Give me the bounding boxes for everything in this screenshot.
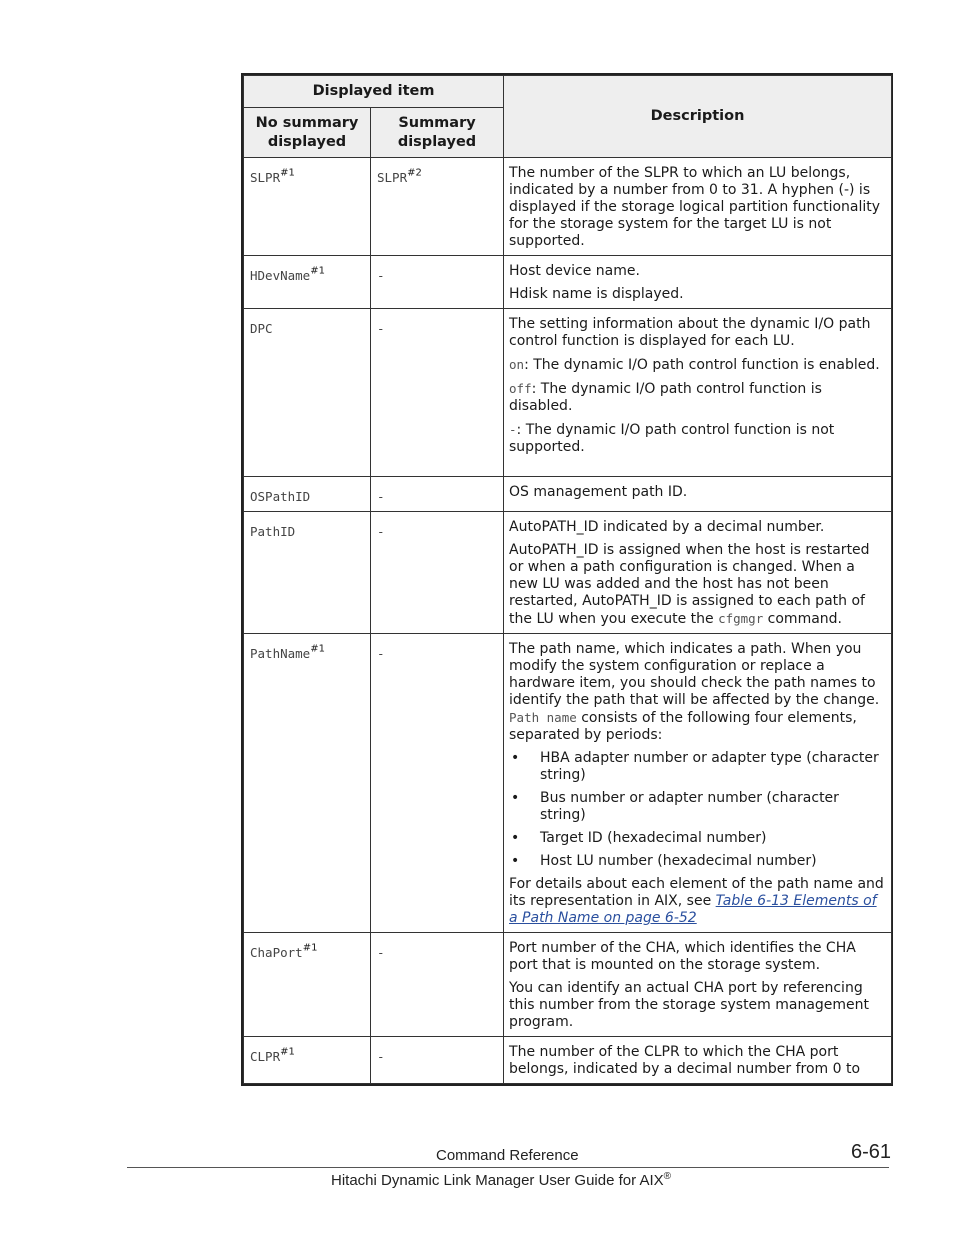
table-row [244,309,892,477]
table-row [244,256,892,309]
table-row [244,634,892,933]
page-number: 6-61 [851,1141,892,1163]
description-cell: Port number of the CHA, which identifies the CHA port that is mounted on the storage system. You can identify an actual CHA port by referencing this number from the storage system management program. [504,933,892,1037]
table-6-13-link[interactable]: Table 6-13 Elements of a Path Name on page 6-52 [509,893,877,926]
list-item: • Target ID (hexadecimal number) [509,830,885,847]
list-item: • Bus number or adapter number (character string) [509,790,885,824]
command-reference-table [241,73,893,1086]
summary-cell: - [371,477,504,512]
item-cell: DPC [244,309,371,477]
summary-cell: - [371,1037,504,1084]
item-cell: PathName$^{\#1}$ [244,634,371,933]
header-no-summary: No summary displayed [244,108,371,158]
table-row [244,477,892,512]
description-cell: OS management path ID. [504,477,892,512]
item-cell: PathID [244,512,371,634]
summary-cell: - [371,256,504,309]
footer-section-title: Command Reference [436,1147,579,1164]
item-cell: CLPR$^{\#1}$ [244,1037,371,1084]
item-cell: OSPathID [244,477,371,512]
summary-cell: - [371,512,504,634]
header-displayed-item: Displayed item [244,76,504,108]
footer-document-title: Hitachi Dynamic Link Manager User Guide for AIX® [331,1171,672,1189]
description-cell: The number of the SLPR to which an LU belongs, indicated by a number from 0 to 31. A hyphen (-) is displayed if the storage logical partition functionality for the storage system for the target LU is not supported. [504,158,892,256]
summary-cell: - [371,634,504,933]
header-summary: Summary displayed [371,108,504,158]
list-item: • HBA adapter number or adapter type (character string) [509,750,885,784]
summary-cell: - [371,933,504,1037]
item-cell: ChaPort$^{\#1}$ [244,933,371,1037]
description-cell: The number of the CLPR to which the CHA port belongs, indicated by a decimal number from 0 to [504,1037,892,1084]
path-elements-list [509,750,885,870]
description-cell: The path name, which indicates a path. When you modify the system configuration or replace a hardware item, you should check the path names to identify the path that will be affected by the change. Path name consists of the following four elements, separated by periods: • HBA adapter number or adapter type (character string) • Bus number or adapter number (character string) • Target ID (hexadecimal number) • Host LU number (hexadecimal number) For details about each element of the path name and its representation in AIX, see Table 6-13 Elements of a Path Name on page 6-52 [504,634,892,933]
table-row [244,933,892,1037]
description-cell: Host device name. Hdisk name is displayed. [504,256,892,309]
list-item: • Host LU number (hexadecimal number) [509,853,885,870]
item-cell: SLPR$^{\#1}$ [244,158,371,256]
summary-cell: SLPR$^{\#2}$ [371,158,504,256]
description-cell: AutoPATH_ID indicated by a decimal number. AutoPATH_ID is assigned when the host is restarted or when a path configuration is changed. When a new LU was added and the host has not been restarted, AutoPATH_ID is assigned to each path of the LU when you execute the cfgmgr command. [504,512,892,634]
footer-divider [127,1167,889,1168]
description-cell: The setting information about the dynamic I/O path control function is displayed for each LU. on: The dynamic I/O path control function is enabled. off: The dynamic I/O path control function is disabled. -: The dynamic I/O path control function is not supported. [504,309,892,477]
table-row [244,1037,892,1084]
table-row [244,512,892,634]
summary-cell: - [371,309,504,477]
table-row [244,158,892,256]
item-cell: HDevName$^{\#1}$ [244,256,371,309]
header-description: Description [504,76,892,158]
